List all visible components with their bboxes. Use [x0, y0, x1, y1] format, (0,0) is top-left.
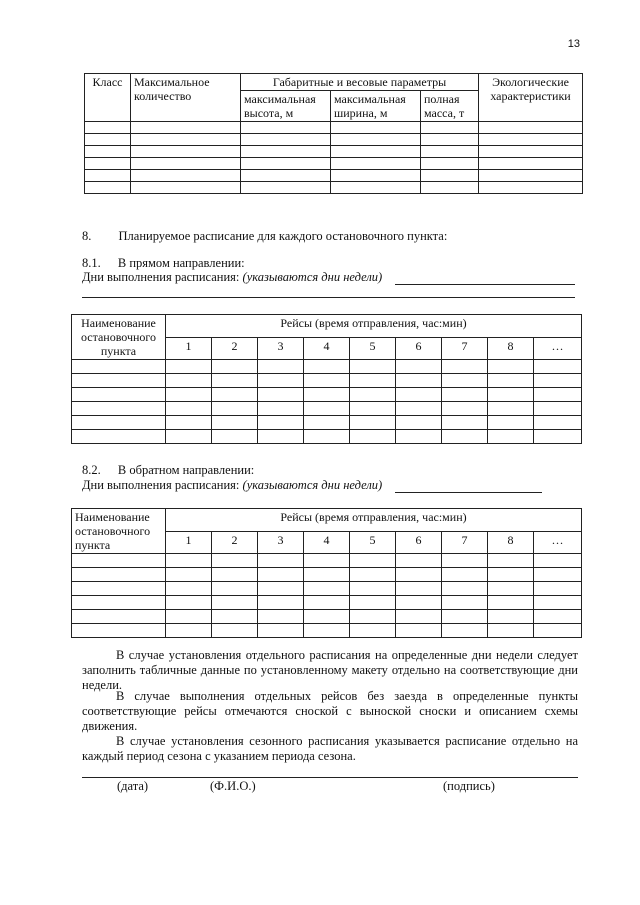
days-label-2: Дни выполнения расписания: [82, 478, 243, 492]
table-row [85, 134, 583, 146]
table-row [85, 158, 583, 170]
trips-header: Рейсы (время отправления, час:мин) [166, 315, 582, 338]
table-row [72, 374, 582, 388]
table-row [72, 568, 582, 582]
days-hint-1: (указываются дни недели) [242, 270, 383, 284]
col-1: 1 [166, 337, 212, 360]
header-max-height: максимальная высота, м [241, 91, 331, 122]
table-row [72, 610, 582, 624]
header-eco: Экологические характеристики [479, 74, 583, 122]
section-8-1-num: 8.1. [82, 256, 101, 270]
section-8-num: 8. [82, 229, 92, 243]
col-5: 5 [350, 337, 396, 360]
paragraph-1: В случае установления отдельного расписания на определенные дни недели следует заполнить табличные данные по установленному макету отдельно на соответствующие дни недели. [82, 648, 578, 692]
col-5: 5 [350, 531, 396, 554]
paragraph-2: В случае выполнения отдельных рейсов без заезда в определенные пункты соответствующие рейсы отмечаются сноской с выноской сноски и описанием схемы движения. [82, 689, 578, 733]
table-row [72, 360, 582, 374]
table-row [72, 416, 582, 430]
table-row [72, 388, 582, 402]
days-fill-line-1 [395, 284, 575, 285]
col-2: 2 [212, 337, 258, 360]
col-3: 3 [258, 337, 304, 360]
table-row [72, 554, 582, 568]
table-row [72, 402, 582, 416]
col-more: … [534, 531, 582, 554]
section-8-2 [82, 463, 254, 478]
section-8-1-text: В прямом направлении: [117, 256, 245, 270]
schedule-table-backward [71, 508, 582, 638]
paragraph-3: В случае установления сезонного расписания указывается расписание отдельно на каждый период сезона с указанием периода сезона. [82, 734, 578, 763]
col-more: … [534, 337, 582, 360]
stop-header: Наименование остановочного пункта [72, 509, 166, 554]
table-row [72, 582, 582, 596]
header-max-count: Максимальное количество [131, 74, 241, 122]
table-row [72, 624, 582, 638]
vehicle-params-table [84, 73, 583, 194]
table-row [85, 122, 583, 134]
table-row [85, 146, 583, 158]
days-line-2 [82, 478, 382, 493]
col-1: 1 [166, 531, 212, 554]
signature-line [82, 777, 578, 778]
days-line-1 [82, 270, 382, 285]
header-class: Класс [85, 74, 131, 122]
col-8: 8 [488, 531, 534, 554]
header-full-mass: полная масса, т [421, 91, 479, 122]
section-8-1 [82, 256, 245, 271]
col-7: 7 [442, 531, 488, 554]
col-4: 4 [304, 531, 350, 554]
page-number: 13 [567, 38, 580, 50]
section-8-text: Планируемое расписание для каждого остановочного пункта: [118, 229, 448, 243]
col-2: 2 [212, 531, 258, 554]
col-6: 6 [396, 337, 442, 360]
table-row [85, 182, 583, 194]
table-row [72, 596, 582, 610]
section-8-2-num: 8.2. [82, 463, 101, 477]
trips-header: Рейсы (время отправления, час:мин) [166, 509, 582, 532]
table-row [72, 430, 582, 444]
sign-caption: (подпись) [443, 779, 495, 793]
col-6: 6 [396, 531, 442, 554]
section-8 [82, 229, 447, 244]
header-dims-group: Габаритные и весовые параметры [241, 74, 479, 91]
col-4: 4 [304, 337, 350, 360]
fio-caption: (Ф.И.О.) [210, 779, 256, 793]
table-row [85, 170, 583, 182]
col-8: 8 [488, 337, 534, 360]
header-max-width: максимальная ширина, м [331, 91, 421, 122]
days-label-1: Дни выполнения расписания: [82, 270, 243, 284]
schedule-table-forward [71, 314, 582, 444]
days-fill-line-2 [395, 492, 542, 493]
days-hint-2: (указываются дни недели) [242, 478, 383, 492]
date-caption: (дата) [117, 779, 149, 793]
col-7: 7 [442, 337, 488, 360]
stop-header: Наименование остановочного пункта [72, 315, 166, 360]
section-8-2-text: В обратном направлении: [117, 463, 255, 477]
days-fill-line-1b [82, 297, 575, 298]
col-3: 3 [258, 531, 304, 554]
